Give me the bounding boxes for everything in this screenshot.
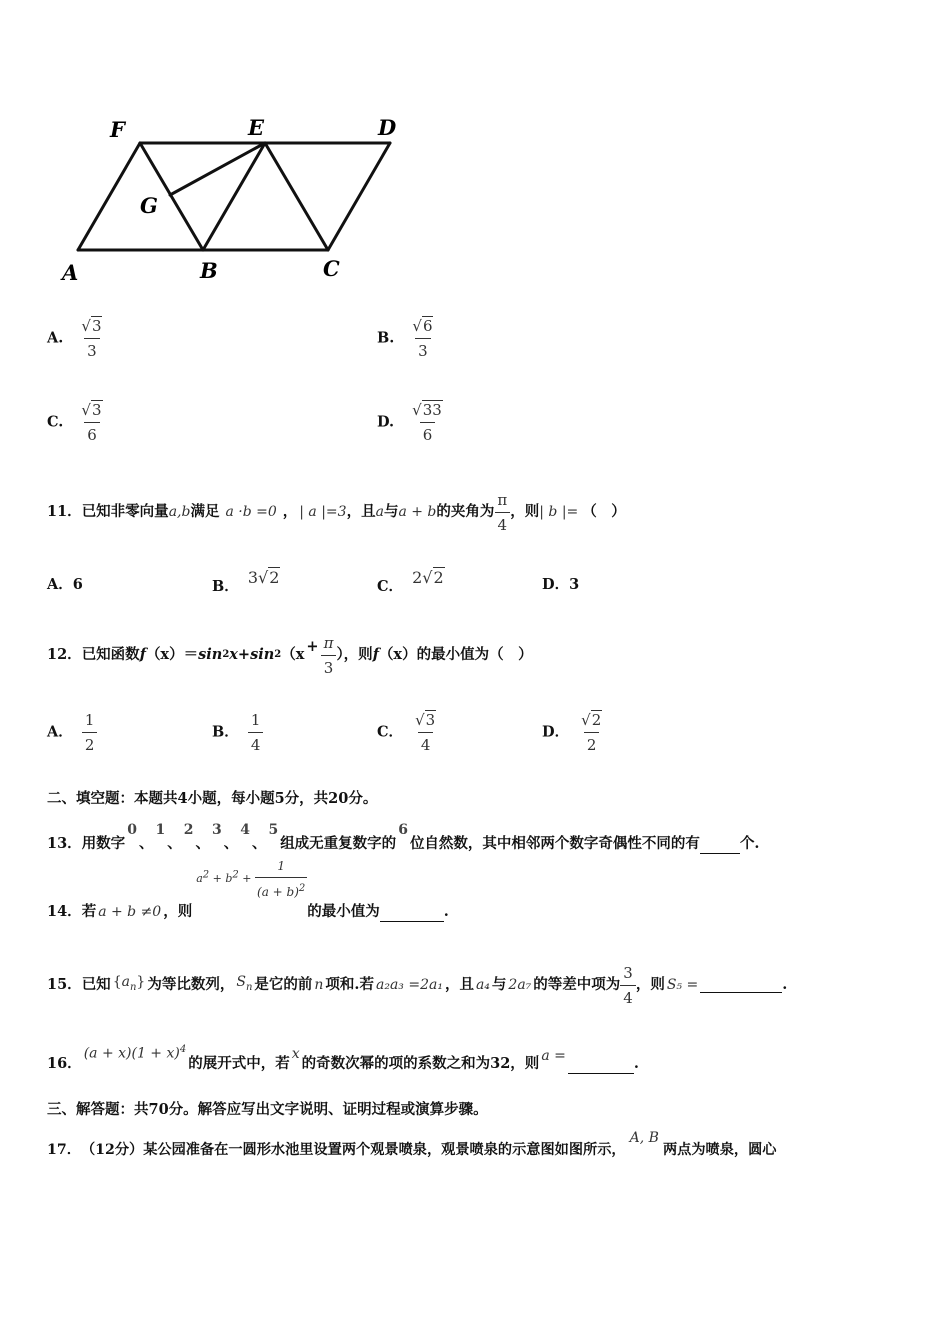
q11-stem: 11． 已知非零向量 a,b 满足 a ·b =0 ， | a |=3 ，且 a 与 a + b 的夹角为 $\frac{\pi}{4}$ ，则 | b |= （ ） [47,490,626,534]
q12-option-a[interactable]: A． $\frac{1}{2}$ [47,710,97,755]
point-label-a: A [62,260,79,285]
q14-stem: 14． 若 a + b ≠0 ，则 a2 + b2 + $\frac{1}{(a + b)^2}$ 的最小值为 . [47,872,449,922]
point-label-e: E [248,115,265,140]
section2-heading: 二、填空题：本题共4小题，每小题5分，共20分。 [47,790,378,807]
q16-answer-blank[interactable] [568,1073,634,1074]
segment-af [78,143,140,250]
q13-stem: 13． 用数字 0 、 1 、 2 、 3 、 4 、 5 组成无重复数字的 6 位自然数，其中相邻两个数字奇偶性不同的有 个. [47,822,760,852]
q14-answer-blank[interactable] [380,921,444,922]
q10-option-b[interactable]: B. $\frac{√6}{3}$ [377,316,436,361]
q10-option-a[interactable]: A. $\frac{√3}{3}$ [47,316,105,361]
q15-stem: 15． 已知 $\{a_n\}$ 为等比数列， $S_n$ 是它的前 n 项和.若 a₂a₃ =2a₁ ，且 a₄ 与 2a₇ 的等差中项为 $\frac{3}{4}$ ，则 S₅ = . [47,963,788,1007]
q13-answer-blank[interactable] [700,853,740,854]
q14-expression: a2 + b2 + $\frac{1}{(a + b)^2}$ [196,856,307,902]
segment-ec [265,143,328,250]
q16-stem: 16． $(a + x)(1 + x)^4$ 的展开式中，若 x 的奇数次幂的项的系数之和为32，则 a = . [47,1040,639,1074]
geometry-figure [55,110,425,290]
q10-option-c[interactable]: C. $\frac{√3}{6}$ [47,400,106,445]
point-label-d: D [378,115,397,140]
q10-option-c-fraction: $\frac{√3}{6}$ [81,401,102,444]
point-label-f: F [110,117,125,142]
q10-option-d-fraction: $\frac{√33}{6}$ [412,401,442,444]
q12-option-b[interactable]: B． $\frac{1}{4}$ [212,710,263,755]
q16-expression: $(a + x)(1 + x)^4$ [83,1044,187,1062]
q11-option-c[interactable]: C． 2√2 [377,568,444,595]
segment-cd [328,143,390,250]
q12-pi-over-3: $\frac{\pi}{3}$ [321,633,337,678]
q10-option-b-fraction: $\frac{√6}{3}$ [412,317,433,360]
q12-option-c[interactable]: C． $\frac{√3}{4}$ [377,711,436,754]
point-label-c: C [323,256,340,281]
q10-option-d[interactable]: D. $\frac{√33}{6}$ [377,400,446,445]
q11-option-d[interactable]: D．3 [542,576,580,593]
q12-option-d[interactable]: D． $\frac{√2}{2}$ [542,711,602,754]
q11-option-b[interactable]: B． 3√2 [212,568,280,595]
q10-option-a-fraction: $\frac{√3}{3}$ [81,317,102,360]
q11-angle-fraction: $\frac{\pi}{4}$ [494,490,510,535]
q17-stem: 17． （12分）某公园准备在一圆形水池里设置两个观景喷泉，观景喷泉的示意图如图所示， A, B 两点为喷泉，圆心 [47,1130,777,1158]
point-label-b: B [200,258,218,283]
q15-answer-blank[interactable] [700,978,782,993]
point-label-g: G [140,193,158,218]
q15-fraction: $\frac{3}{4}$ [620,963,636,1008]
q11-option-a[interactable]: A．6 [47,576,83,593]
section3-heading: 三、解答题：共70分。解答应写出文字说明、证明过程或演算步骤。 [47,1101,488,1118]
q12-stem: 12． 已知函数 f （x） ＝ sin 2 x+ sin 2 （x + $\frac{\pi}{3}$ ），则 f （x） 的最小值为（ ） [47,633,533,677]
